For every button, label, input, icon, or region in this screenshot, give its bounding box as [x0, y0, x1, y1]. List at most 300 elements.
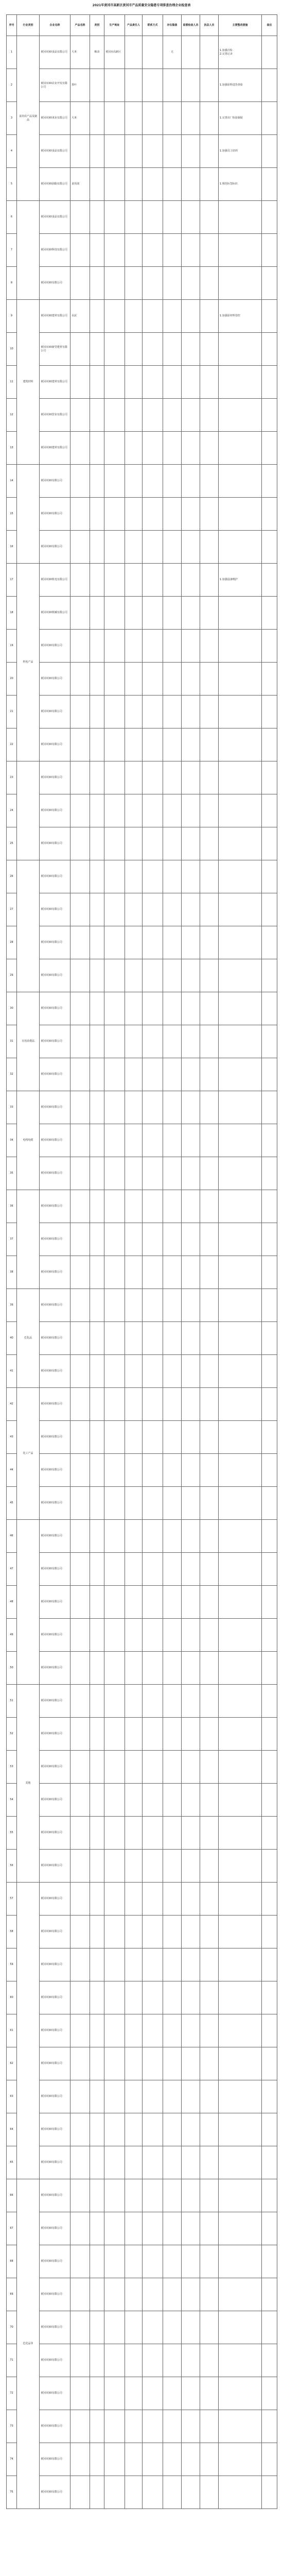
cell-type	[90, 1652, 104, 1685]
cell-measures	[219, 728, 262, 761]
cell-company: 黄冈市XX食品有限公司	[40, 135, 70, 168]
cell-hazard	[163, 1091, 182, 1124]
cell-enforcer	[200, 135, 219, 168]
cell-company: 黄冈市XX有限公司	[40, 1256, 70, 1289]
cell-address	[104, 1883, 125, 1916]
table-row	[7, 1718, 277, 1751]
cell-type	[90, 2080, 104, 2113]
cell-inspector	[182, 2311, 200, 2344]
cell-inspector	[182, 2146, 200, 2179]
cell-hazard	[163, 2047, 182, 2080]
cell-note	[262, 234, 277, 267]
cell-product	[70, 267, 90, 300]
cell-note	[262, 1223, 277, 1256]
row-number: 45	[7, 1487, 17, 1520]
cell-enforcer	[200, 36, 219, 69]
cell-inspector	[182, 761, 200, 794]
cell-inspector	[182, 728, 200, 761]
cell-type	[90, 1718, 104, 1751]
cell-measures	[219, 267, 262, 300]
row-number: 34	[7, 1124, 17, 1157]
row-number: 59	[7, 1948, 17, 1981]
industry-category: 机电产品	[17, 564, 40, 761]
cell-inspector	[182, 1223, 200, 1256]
row-number: 14	[7, 465, 17, 498]
cell-hazard	[163, 1685, 182, 1718]
cell-hazard	[163, 135, 182, 168]
column-header: 备注	[262, 15, 277, 36]
row-number: 24	[7, 794, 17, 827]
cell-phone	[143, 827, 163, 860]
cell-enforcer	[200, 168, 219, 201]
cell-note	[262, 992, 277, 1025]
cell-product: 食用油	[70, 168, 90, 201]
table-row	[7, 630, 277, 663]
cell-company: 黄冈市XX有限公司	[40, 630, 70, 663]
cell-measures	[219, 1619, 262, 1652]
cell-inspector	[182, 399, 200, 432]
cell-note	[262, 2014, 277, 2047]
cell-type	[90, 663, 104, 696]
cell-person	[125, 1421, 143, 1454]
cell-inspector	[182, 36, 200, 69]
cell-company: 黄冈市XX有限公司	[40, 1421, 70, 1454]
cell-enforcer	[200, 2212, 219, 2245]
cell-phone	[143, 1487, 163, 1520]
cell-hazard	[163, 2080, 182, 2113]
table-row	[7, 728, 277, 761]
cell-hazard	[163, 860, 182, 893]
column-header: 主要整改措施	[219, 15, 262, 36]
row-number: 25	[7, 827, 17, 860]
cell-product	[70, 2311, 90, 2344]
cell-enforcer	[200, 2278, 219, 2311]
cell-note	[262, 1487, 277, 1520]
cell-company: 黄冈市XX有限公司	[40, 1718, 70, 1751]
cell-type	[90, 1586, 104, 1619]
cell-note	[262, 1388, 277, 1421]
cell-product	[70, 1487, 90, 1520]
cell-note	[262, 1619, 277, 1652]
cell-note	[262, 36, 277, 69]
cell-enforcer	[200, 2377, 219, 2410]
cell-enforcer	[200, 1553, 219, 1586]
cell-inspector	[182, 366, 200, 399]
row-number: 37	[7, 1223, 17, 1256]
cell-product	[70, 1751, 90, 1784]
header-row	[7, 15, 277, 36]
cell-product	[70, 201, 90, 234]
cell-type	[90, 893, 104, 926]
table-row	[7, 2278, 277, 2311]
cell-type	[90, 992, 104, 1025]
cell-product	[70, 1718, 90, 1751]
table-row	[7, 663, 277, 696]
cell-address	[104, 135, 125, 168]
cell-type	[90, 2311, 104, 2344]
table-row	[7, 201, 277, 234]
row-number: 27	[7, 893, 17, 926]
cell-address	[104, 2146, 125, 2179]
cell-hazard	[163, 201, 182, 234]
cell-type	[90, 2014, 104, 2047]
table-row	[7, 399, 277, 432]
cell-phone	[143, 2146, 163, 2179]
cell-type	[90, 168, 104, 201]
cell-inspector	[182, 333, 200, 366]
cell-inspector	[182, 498, 200, 531]
cell-type	[90, 1454, 104, 1487]
cell-hazard	[163, 1784, 182, 1817]
cell-address	[104, 1223, 125, 1256]
cell-address	[104, 1916, 125, 1948]
cell-note	[262, 827, 277, 860]
cell-measures	[219, 1520, 262, 1553]
cell-product	[70, 1883, 90, 1916]
cell-measures	[219, 234, 262, 267]
cell-note	[262, 267, 277, 300]
cell-hazard	[163, 597, 182, 630]
cell-phone	[143, 630, 163, 663]
cell-inspector	[182, 794, 200, 827]
cell-address	[104, 1289, 125, 1322]
table-row	[7, 2146, 277, 2179]
cell-enforcer	[200, 2443, 219, 2476]
cell-note	[262, 728, 277, 761]
table-row	[7, 498, 277, 531]
cell-product	[70, 1553, 90, 1586]
cell-hazard	[163, 1058, 182, 1091]
cell-person	[125, 630, 143, 663]
cell-note	[262, 761, 277, 794]
cell-type	[90, 1025, 104, 1058]
cell-product	[70, 794, 90, 827]
cell-product	[70, 135, 90, 168]
cell-address	[104, 1091, 125, 1124]
cell-hazard	[163, 663, 182, 696]
cell-phone	[143, 1520, 163, 1553]
cell-address	[104, 2212, 125, 2245]
cell-type	[90, 1421, 104, 1454]
row-number: 7	[7, 234, 17, 267]
row-number: 17	[7, 564, 17, 597]
cell-type	[90, 267, 104, 300]
cell-company: 黄冈市XX有限公司	[40, 728, 70, 761]
cell-measures	[219, 1025, 262, 1058]
cell-hazard	[163, 992, 182, 1025]
cell-person	[125, 1124, 143, 1157]
cell-note	[262, 300, 277, 333]
row-number: 13	[7, 432, 17, 465]
industry-category: 食用农产品及制品	[17, 36, 40, 201]
cell-product	[70, 498, 90, 531]
cell-inspector	[182, 300, 200, 333]
cell-note	[262, 1454, 277, 1487]
cell-hazard: 无	[163, 36, 182, 69]
cell-phone	[143, 333, 163, 366]
cell-hazard	[163, 2212, 182, 2245]
cell-type	[90, 1981, 104, 2014]
cell-enforcer	[200, 531, 219, 564]
cell-address	[104, 2278, 125, 2311]
row-number: 68	[7, 2245, 17, 2278]
cell-enforcer	[200, 959, 219, 992]
cell-phone	[143, 2047, 163, 2080]
cell-hazard	[163, 69, 182, 102]
cell-product	[70, 1025, 90, 1058]
cell-hazard	[163, 761, 182, 794]
cell-company: 黄冈市XX米业有限公司	[40, 102, 70, 135]
cell-hazard	[163, 168, 182, 201]
cell-phone	[143, 926, 163, 959]
row-number: 22	[7, 728, 17, 761]
cell-enforcer	[200, 1058, 219, 1091]
cell-note	[262, 69, 277, 102]
cell-person	[125, 69, 143, 102]
cell-company: 黄冈市XX有限公司	[40, 1454, 70, 1487]
cell-company: 黄冈市XX有限公司	[40, 794, 70, 827]
cell-enforcer	[200, 696, 219, 728]
cell-enforcer	[200, 1784, 219, 1817]
table-row	[7, 1487, 277, 1520]
table-body	[7, 36, 277, 2509]
table-row	[7, 2245, 277, 2278]
cell-note	[262, 2410, 277, 2443]
cell-person	[125, 1157, 143, 1190]
cell-phone	[143, 1454, 163, 1487]
cell-phone	[143, 1916, 163, 1948]
row-number: 41	[7, 1355, 17, 1388]
cell-address	[104, 1751, 125, 1784]
cell-type	[90, 1850, 104, 1883]
table-row	[7, 2113, 277, 2146]
cell-product: 大米	[70, 102, 90, 135]
cell-company: 黄冈市XX食品有限公司	[40, 36, 70, 69]
cell-enforcer	[200, 1883, 219, 1916]
cell-measures	[219, 2311, 262, 2344]
cell-inspector	[182, 1652, 200, 1685]
table-row	[7, 1190, 277, 1223]
table-row	[7, 1850, 277, 1883]
cell-company: 黄冈市XX有限公司	[40, 2212, 70, 2245]
table-row	[7, 1948, 277, 1981]
table-row	[7, 135, 277, 168]
row-number: 71	[7, 2344, 17, 2377]
cell-type	[90, 366, 104, 399]
industry-category	[17, 860, 40, 992]
cell-measures	[219, 597, 262, 630]
row-number: 50	[7, 1652, 17, 1685]
cell-enforcer	[200, 1421, 219, 1454]
cell-company: 黄冈市XX有限公司	[40, 2410, 70, 2443]
cell-measures	[219, 432, 262, 465]
cell-phone	[143, 1619, 163, 1652]
cell-hazard	[163, 2146, 182, 2179]
cell-person	[125, 1355, 143, 1388]
cell-person	[125, 1981, 143, 2014]
row-number: 40	[7, 1322, 17, 1355]
row-number: 1	[7, 36, 17, 69]
cell-address	[104, 663, 125, 696]
cell-address	[104, 300, 125, 333]
table-row	[7, 234, 277, 267]
cell-inspector	[182, 1487, 200, 1520]
row-number: 67	[7, 2212, 17, 2245]
cell-enforcer	[200, 2179, 219, 2212]
cell-address	[104, 959, 125, 992]
cell-type	[90, 1883, 104, 1916]
cell-inspector	[182, 1256, 200, 1289]
table-row	[7, 1058, 277, 1091]
cell-inspector	[182, 531, 200, 564]
cell-address	[104, 1487, 125, 1520]
cell-person	[125, 1025, 143, 1058]
cell-measures	[219, 2344, 262, 2377]
cell-hazard	[163, 1454, 182, 1487]
cell-hazard	[163, 1388, 182, 1421]
cell-product	[70, 1322, 90, 1355]
row-number: 3	[7, 102, 17, 135]
cell-person	[125, 1916, 143, 1948]
cell-type	[90, 1091, 104, 1124]
cell-measures	[219, 465, 262, 498]
cell-person	[125, 2443, 143, 2476]
cell-person	[125, 432, 143, 465]
cell-person	[125, 2146, 143, 2179]
cell-address	[104, 465, 125, 498]
cell-enforcer	[200, 2344, 219, 2377]
cell-inspector	[182, 2410, 200, 2443]
cell-company: 黄冈市XX食品有限公司	[40, 201, 70, 234]
cell-note	[262, 102, 277, 135]
cell-product	[70, 1685, 90, 1718]
cell-type	[90, 1553, 104, 1586]
cell-note	[262, 1553, 277, 1586]
cell-hazard	[163, 2377, 182, 2410]
cell-company: 黄冈市XX有限公司	[40, 1586, 70, 1619]
cell-company: 黄冈市XX有限公司	[40, 959, 70, 992]
table-row	[7, 1421, 277, 1454]
industry-category	[17, 465, 40, 564]
cell-enforcer	[200, 1157, 219, 1190]
cell-type	[90, 1751, 104, 1784]
cell-product	[70, 1091, 90, 1124]
cell-measures: 1.加强员工培训	[219, 135, 262, 168]
cell-person	[125, 860, 143, 893]
cell-type	[90, 2377, 104, 2410]
cell-phone	[143, 1190, 163, 1223]
cell-measures	[219, 761, 262, 794]
table-row	[7, 1817, 277, 1850]
cell-company: 黄冈市XX有限公司	[40, 2344, 70, 2377]
cell-hazard	[163, 2113, 182, 2146]
cell-product	[70, 2113, 90, 2146]
cell-type	[90, 2113, 104, 2146]
cell-enforcer	[200, 564, 219, 597]
cell-enforcer	[200, 663, 219, 696]
cell-product	[70, 827, 90, 860]
row-number: 56	[7, 1850, 17, 1883]
cell-address	[104, 1256, 125, 1289]
cell-measures	[219, 1948, 262, 1981]
cell-product	[70, 1223, 90, 1256]
cell-measures	[219, 333, 262, 366]
cell-product	[70, 2278, 90, 2311]
cell-company: 黄冈市XX有限公司	[40, 696, 70, 728]
cell-inspector	[182, 1586, 200, 1619]
table-row	[7, 168, 277, 201]
cell-hazard	[163, 2014, 182, 2047]
cell-address	[104, 102, 125, 135]
cell-product	[70, 1355, 90, 1388]
cell-address	[104, 1784, 125, 1817]
cell-note	[262, 1948, 277, 1981]
cell-note	[262, 1355, 277, 1388]
industry-category: 建筑材料	[17, 300, 40, 465]
cell-enforcer	[200, 69, 219, 102]
cell-phone	[143, 959, 163, 992]
cell-enforcer	[200, 300, 219, 333]
cell-enforcer	[200, 1124, 219, 1157]
cell-type	[90, 1916, 104, 1948]
cell-person	[125, 2278, 143, 2311]
cell-inspector	[182, 1322, 200, 1355]
cell-product	[70, 2344, 90, 2377]
cell-company: 黄冈市XX有限公司	[40, 663, 70, 696]
cell-person	[125, 1256, 143, 1289]
row-number: 28	[7, 926, 17, 959]
table-row	[7, 366, 277, 399]
cell-address	[104, 498, 125, 531]
cell-enforcer	[200, 860, 219, 893]
cell-product	[70, 1916, 90, 1948]
cell-inspector	[182, 1981, 200, 2014]
cell-person	[125, 366, 143, 399]
cell-phone	[143, 1784, 163, 1817]
cell-hazard	[163, 1619, 182, 1652]
cell-person	[125, 597, 143, 630]
row-number: 6	[7, 201, 17, 234]
cell-address	[104, 761, 125, 794]
cell-inspector	[182, 893, 200, 926]
cell-measures	[219, 827, 262, 860]
cell-person	[125, 2014, 143, 2047]
cell-inspector	[182, 992, 200, 1025]
cell-inspector	[182, 2212, 200, 2245]
cell-product	[70, 1157, 90, 1190]
cell-hazard	[163, 2410, 182, 2443]
cell-phone	[143, 1058, 163, 1091]
cell-phone	[143, 1586, 163, 1619]
cell-address	[104, 1124, 125, 1157]
cell-enforcer	[200, 1619, 219, 1652]
cell-measures	[219, 1553, 262, 1586]
cell-person	[125, 1190, 143, 1223]
cell-type	[90, 300, 104, 333]
cell-phone	[143, 564, 163, 597]
cell-hazard	[163, 1850, 182, 1883]
cell-company: 黄冈市XX有限公司	[40, 2179, 70, 2212]
cell-hazard	[163, 1157, 182, 1190]
cell-inspector	[182, 926, 200, 959]
industry-category	[17, 761, 40, 860]
table-row	[7, 1124, 277, 1157]
table-row	[7, 2014, 277, 2047]
cell-enforcer	[200, 761, 219, 794]
table-row	[7, 597, 277, 630]
cell-enforcer	[200, 2146, 219, 2179]
cell-note	[262, 1520, 277, 1553]
